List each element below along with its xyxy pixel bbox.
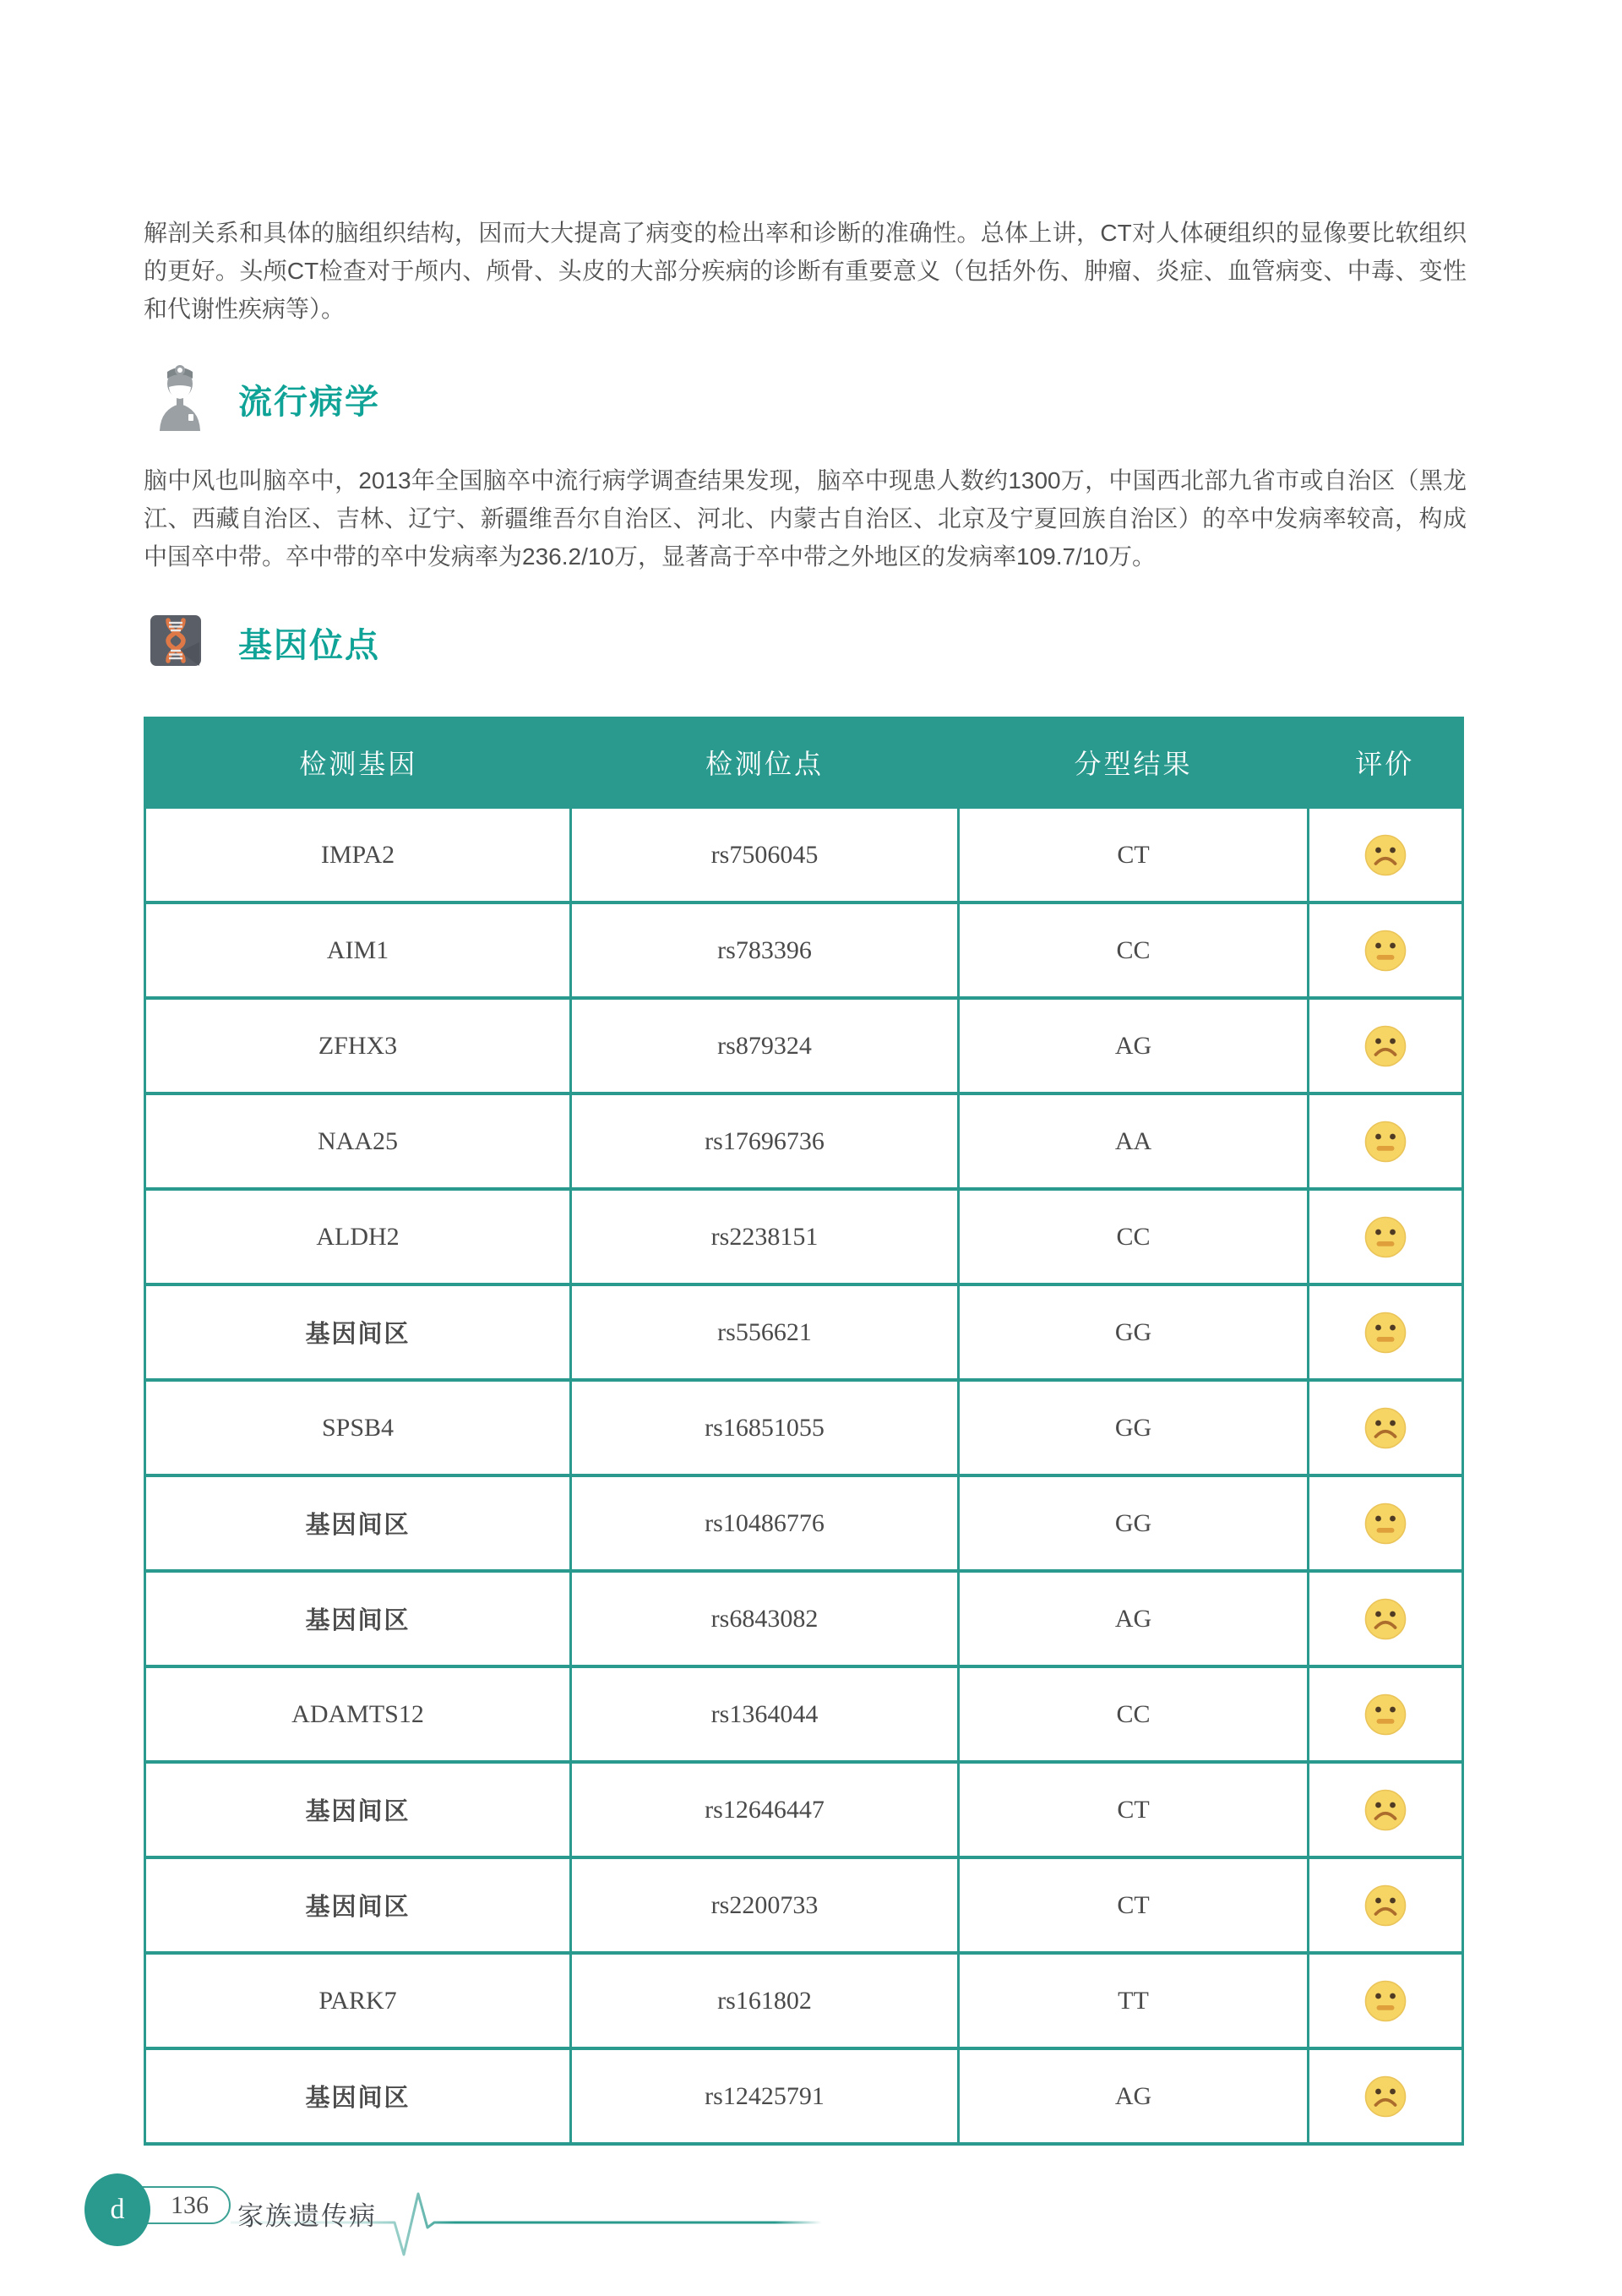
rating-cell — [1309, 1380, 1463, 1475]
gene-loci-section-header — [150, 614, 380, 671]
table-row — [145, 1571, 1463, 1666]
page-number: 136 — [171, 2190, 209, 2219]
neutral-face-icon — [1364, 1312, 1407, 1354]
gene-cell: AIM1 — [145, 903, 571, 998]
locus-cell: rs17696736 — [571, 1093, 959, 1189]
column-header: 分型结果 — [959, 718, 1309, 808]
gene-cell: SPSB4 — [145, 1380, 571, 1475]
gene-cell: 基因间区 — [145, 2048, 571, 2144]
gene-cell: 基因间区 — [145, 1284, 571, 1380]
locus-cell: rs783396 — [571, 903, 959, 998]
locus-cell: rs10486776 — [571, 1475, 959, 1571]
gene-cell: 基因间区 — [145, 1571, 571, 1666]
section-title-epidemiology: 流行病学 — [238, 384, 380, 421]
gene-table-body — [145, 807, 1463, 2144]
table-row — [145, 807, 1463, 903]
locus-cell: rs161802 — [571, 1953, 959, 2048]
neutral-face-icon — [1364, 1502, 1407, 1545]
rating-cell — [1309, 1666, 1463, 1762]
locus-cell: rs6843082 — [571, 1571, 959, 1666]
genotype-cell: AG — [959, 1571, 1309, 1666]
locus-cell: rs12425791 — [571, 2048, 959, 2144]
neutral-face-icon — [1364, 1980, 1407, 2022]
rating-cell — [1309, 1284, 1463, 1380]
page-letter: d — [110, 2194, 125, 2225]
table-row — [145, 1953, 1463, 2048]
footer-label: 家族遗传病 — [237, 2201, 377, 2231]
locus-cell: rs16851055 — [571, 1380, 959, 1475]
intro-paragraph: 解剖关系和具体的脑组织结构，因而大大提高了病变的检出率和诊断的准确性。总体上讲，CT对人体硬组织的显像要比软组织的更好。头颅CT检查对于颅内、颅骨、头皮的大部分疾病的诊断有重要意义（包括外伤、肿瘤、炎症、血管病变、中毒、变性和代谢性疾病等）。 — [144, 220, 1467, 322]
gene-cell: NAA25 — [145, 1093, 571, 1189]
gene-cell: ADAMTS12 — [145, 1666, 571, 1762]
gene-cell: IMPA2 — [145, 807, 571, 903]
sad-face-icon — [1364, 1407, 1407, 1449]
sad-face-icon — [1364, 1789, 1407, 1831]
table-row — [145, 1475, 1463, 1571]
gene-cell: ZFHX3 — [145, 998, 571, 1093]
locus-cell: rs7506045 — [571, 807, 959, 903]
genotype-cell: AA — [959, 1093, 1309, 1189]
rating-cell — [1309, 998, 1463, 1093]
header-row — [145, 718, 1463, 808]
gene-table-header — [145, 718, 1463, 808]
rating-cell — [1309, 1857, 1463, 1953]
table-row — [145, 2048, 1463, 2144]
gene-cell: 基因间区 — [145, 1857, 571, 1953]
neutral-face-icon — [1364, 930, 1407, 972]
sad-face-icon — [1364, 834, 1407, 876]
table-row — [145, 1857, 1463, 1953]
column-header: 检测位点 — [571, 718, 959, 808]
sad-face-icon — [1364, 2075, 1407, 2118]
genotype-cell: CT — [959, 1762, 1309, 1857]
genotype-cell: TT — [959, 1953, 1309, 2048]
genotype-cell: GG — [959, 1284, 1309, 1380]
genotype-cell: CC — [959, 1189, 1309, 1284]
genotype-cell: AG — [959, 998, 1309, 1093]
column-header: 评价 — [1309, 718, 1463, 808]
genotype-cell: CT — [959, 1857, 1309, 1953]
locus-cell: rs2200733 — [571, 1857, 959, 1953]
locus-cell: rs2238151 — [571, 1189, 959, 1284]
rating-cell — [1309, 2048, 1463, 2144]
genotype-cell: CC — [959, 1666, 1309, 1762]
table-row — [145, 998, 1463, 1093]
gene-table — [144, 717, 1464, 2146]
doctor-icon — [156, 363, 204, 435]
genotype-cell: CT — [959, 807, 1309, 903]
table-row — [145, 1380, 1463, 1475]
locus-cell: rs879324 — [571, 998, 959, 1093]
genotype-cell: CC — [959, 903, 1309, 998]
rating-cell — [1309, 903, 1463, 998]
rating-cell — [1309, 1475, 1463, 1571]
locus-cell: rs12646447 — [571, 1762, 959, 1857]
locus-cell: rs556621 — [571, 1284, 959, 1380]
neutral-face-icon — [1364, 1216, 1407, 1258]
table-row — [145, 1093, 1463, 1189]
neutral-face-icon — [1364, 1121, 1407, 1163]
sad-face-icon — [1364, 1884, 1407, 1927]
sad-face-icon — [1364, 1598, 1407, 1640]
section-title-gene-loci: 基因位点 — [238, 627, 380, 664]
dna-icon — [150, 614, 202, 671]
neutral-face-icon — [1364, 1693, 1407, 1736]
genotype-cell: GG — [959, 1475, 1309, 1571]
column-header: 检测基因 — [145, 718, 571, 808]
table-row — [145, 1189, 1463, 1284]
page-letter-badge — [84, 2173, 150, 2246]
rating-cell — [1309, 1093, 1463, 1189]
table-row — [145, 1666, 1463, 1762]
table-row — [145, 1762, 1463, 1857]
gene-cell: ALDH2 — [145, 1189, 571, 1284]
rating-cell — [1309, 1953, 1463, 2048]
epidemiology-section-header — [156, 363, 380, 435]
table-row — [145, 1284, 1463, 1380]
rating-cell — [1309, 1571, 1463, 1666]
epidemiology-text: 脑中风也叫脑卒中，2013年全国脑卒中流行病学调查结果发现，脑卒中现患人数约1300万，中国西北部九省市或自治区（黑龙江、西藏自治区、吉林、辽宁、新疆维吾尔自治区、河北、内蒙古自治区、北京及宁夏回族自治区）的卒中发病率较高，构成中国卒中带。卒中带的卒中发病率为236.2/10万，显著高于卒中带之外地区的发病率109.7/10万。 — [144, 467, 1467, 570]
table-row — [145, 903, 1463, 998]
rating-cell — [1309, 807, 1463, 903]
gene-cell: 基因间区 — [145, 1475, 571, 1571]
gene-cell: 基因间区 — [145, 1762, 571, 1857]
gene-cell: PARK7 — [145, 1953, 571, 2048]
rating-cell — [1309, 1189, 1463, 1284]
genotype-cell: GG — [959, 1380, 1309, 1475]
genotype-cell: AG — [959, 2048, 1309, 2144]
rating-cell — [1309, 1762, 1463, 1857]
locus-cell: rs1364044 — [571, 1666, 959, 1762]
sad-face-icon — [1364, 1025, 1407, 1067]
